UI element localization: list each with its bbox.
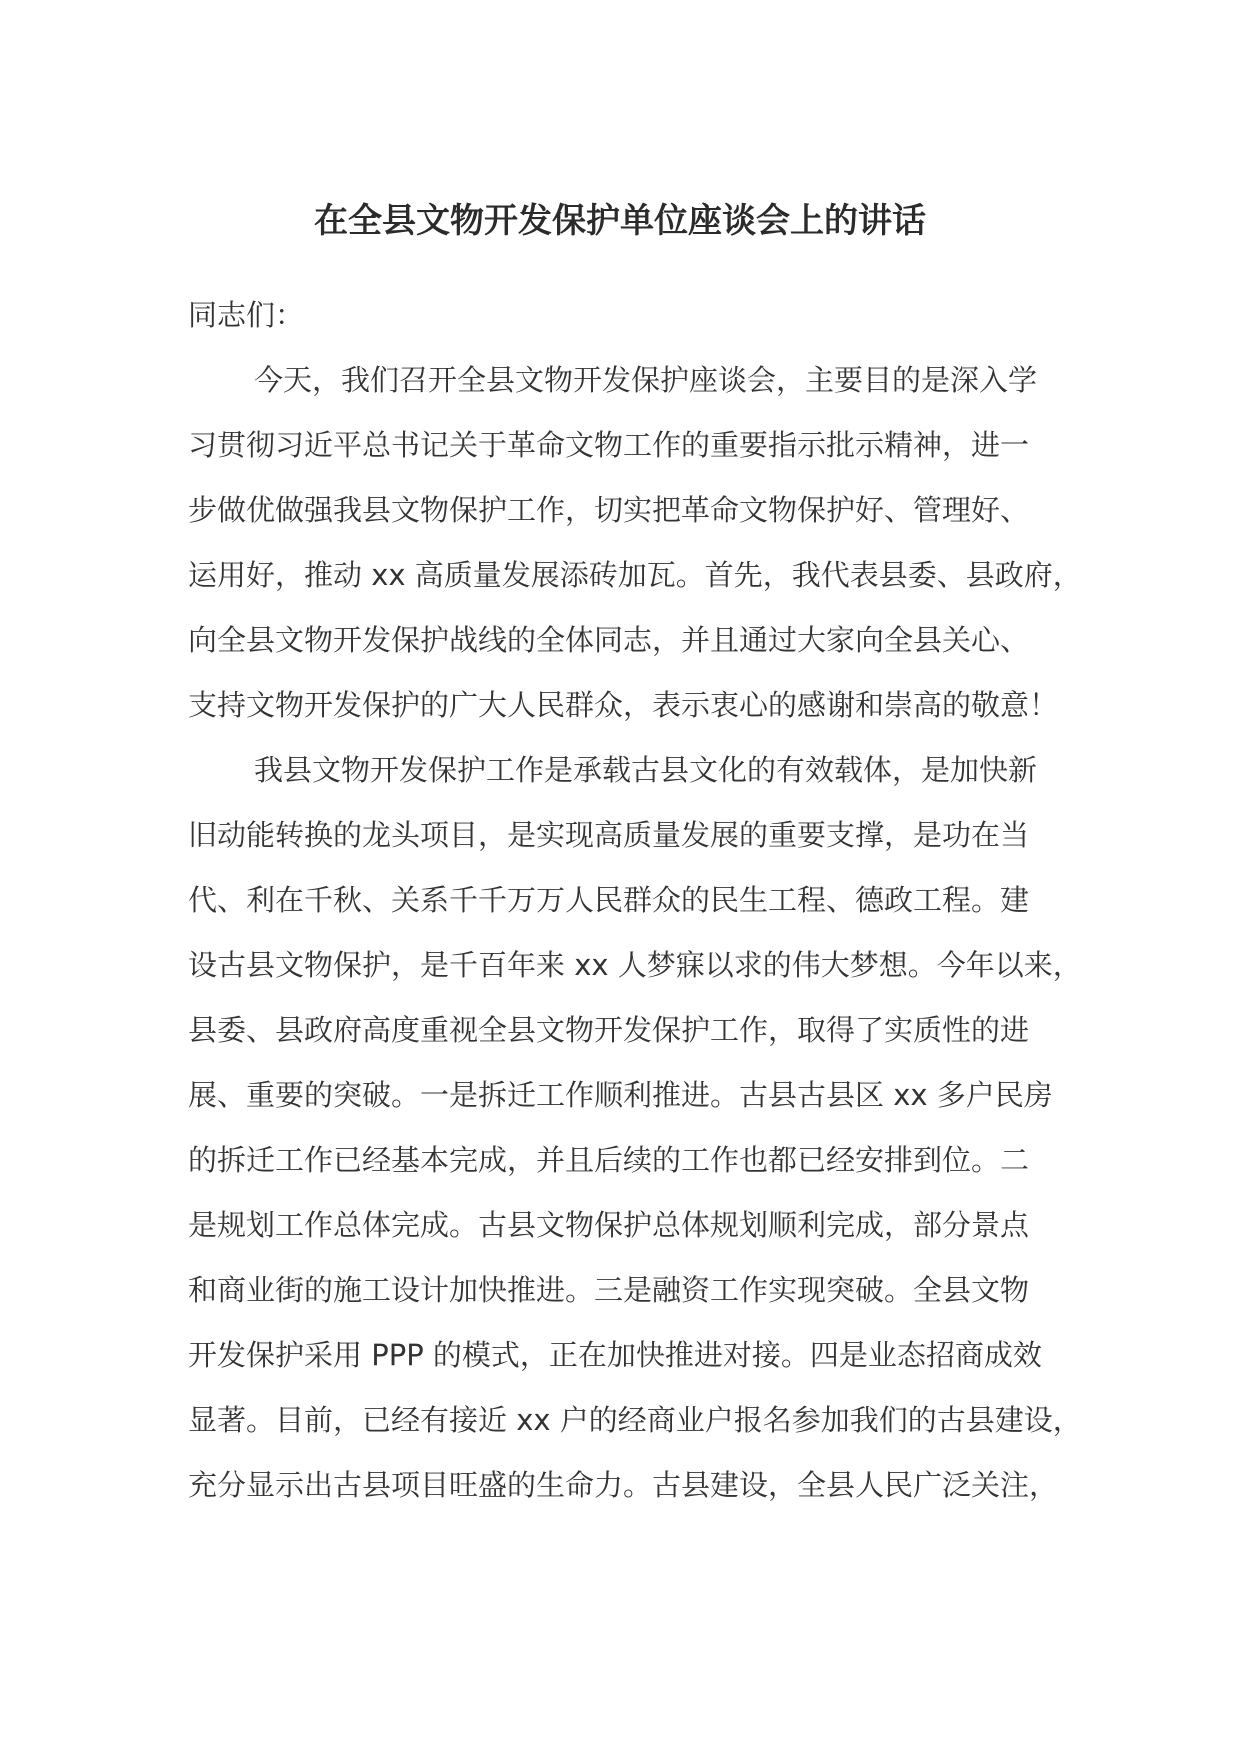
body-line: 我县文物开发保护工作是承载古县文化的有效载体，是加快新: [254, 753, 1038, 787]
body-line: 今天，我们召开全县文物开发保护座谈会，主要目的是深入学: [254, 363, 1038, 397]
body-line: 运用好，推动 xx 高质量发展添砖加瓦。首先，我代表县委、县政府，: [188, 558, 1082, 592]
body-line: 开发保护采用 PPP 的模式，正在加快推进对接。四是业态招商成效: [188, 1338, 1042, 1372]
salutation-line: 同志们：: [188, 298, 305, 332]
body-line: 是规划工作总体完成。古县文物保护总体规划顺利完成，部分景点: [188, 1208, 1030, 1242]
body-line: 向全县文物开发保护战线的全体同志，并且通过大家向全县关心、: [188, 623, 1030, 657]
body-line: 充分显示出古县项目旺盛的生命力。古县建设，全县人民广泛关注，: [188, 1468, 1059, 1502]
body-line: 显著。目前，已经有接近 xx 户的经商业户报名参加我们的古县建设，: [188, 1403, 1082, 1437]
body-line: 和商业街的施工设计加快推进。三是融资工作实现突破。全县文物: [188, 1273, 1030, 1307]
document-title: 在全县文物开发保护单位座谈会上的讲话: [314, 201, 926, 241]
body-line: 步做优做强我县文物保护工作，切实把革命文物保护好、管理好、: [188, 493, 1030, 527]
body-line: 旧动能转换的龙头项目，是实现高质量发展的重要支撑，是功在当: [188, 818, 1030, 852]
body-line: 的拆迁工作已经基本完成，并且后续的工作也都已经安排到位。二: [188, 1143, 1030, 1177]
body-line: 代、利在千秋、关系千千万万人民群众的民生工程、德政工程。建: [188, 883, 1030, 917]
body-line: 设古县文物保护，是千百年来 xx 人梦寐以求的伟大梦想。今年以来，: [188, 948, 1082, 982]
body-line: 展、重要的突破。一是拆迁工作顺利推进。古县古县区 xx 多户民房: [188, 1078, 1053, 1112]
body-line: 习贯彻习近平总书记关于革命文物工作的重要指示批示精神，进一: [188, 428, 1030, 462]
body-line: 县委、县政府高度重视全县文物开发保护工作，取得了实质性的进: [188, 1013, 1030, 1047]
body-line: 支持文物开发保护的广大人民群众，表示衷心的感谢和崇高的敬意！: [188, 688, 1059, 722]
document-body: [188, 290, 1088, 1525]
